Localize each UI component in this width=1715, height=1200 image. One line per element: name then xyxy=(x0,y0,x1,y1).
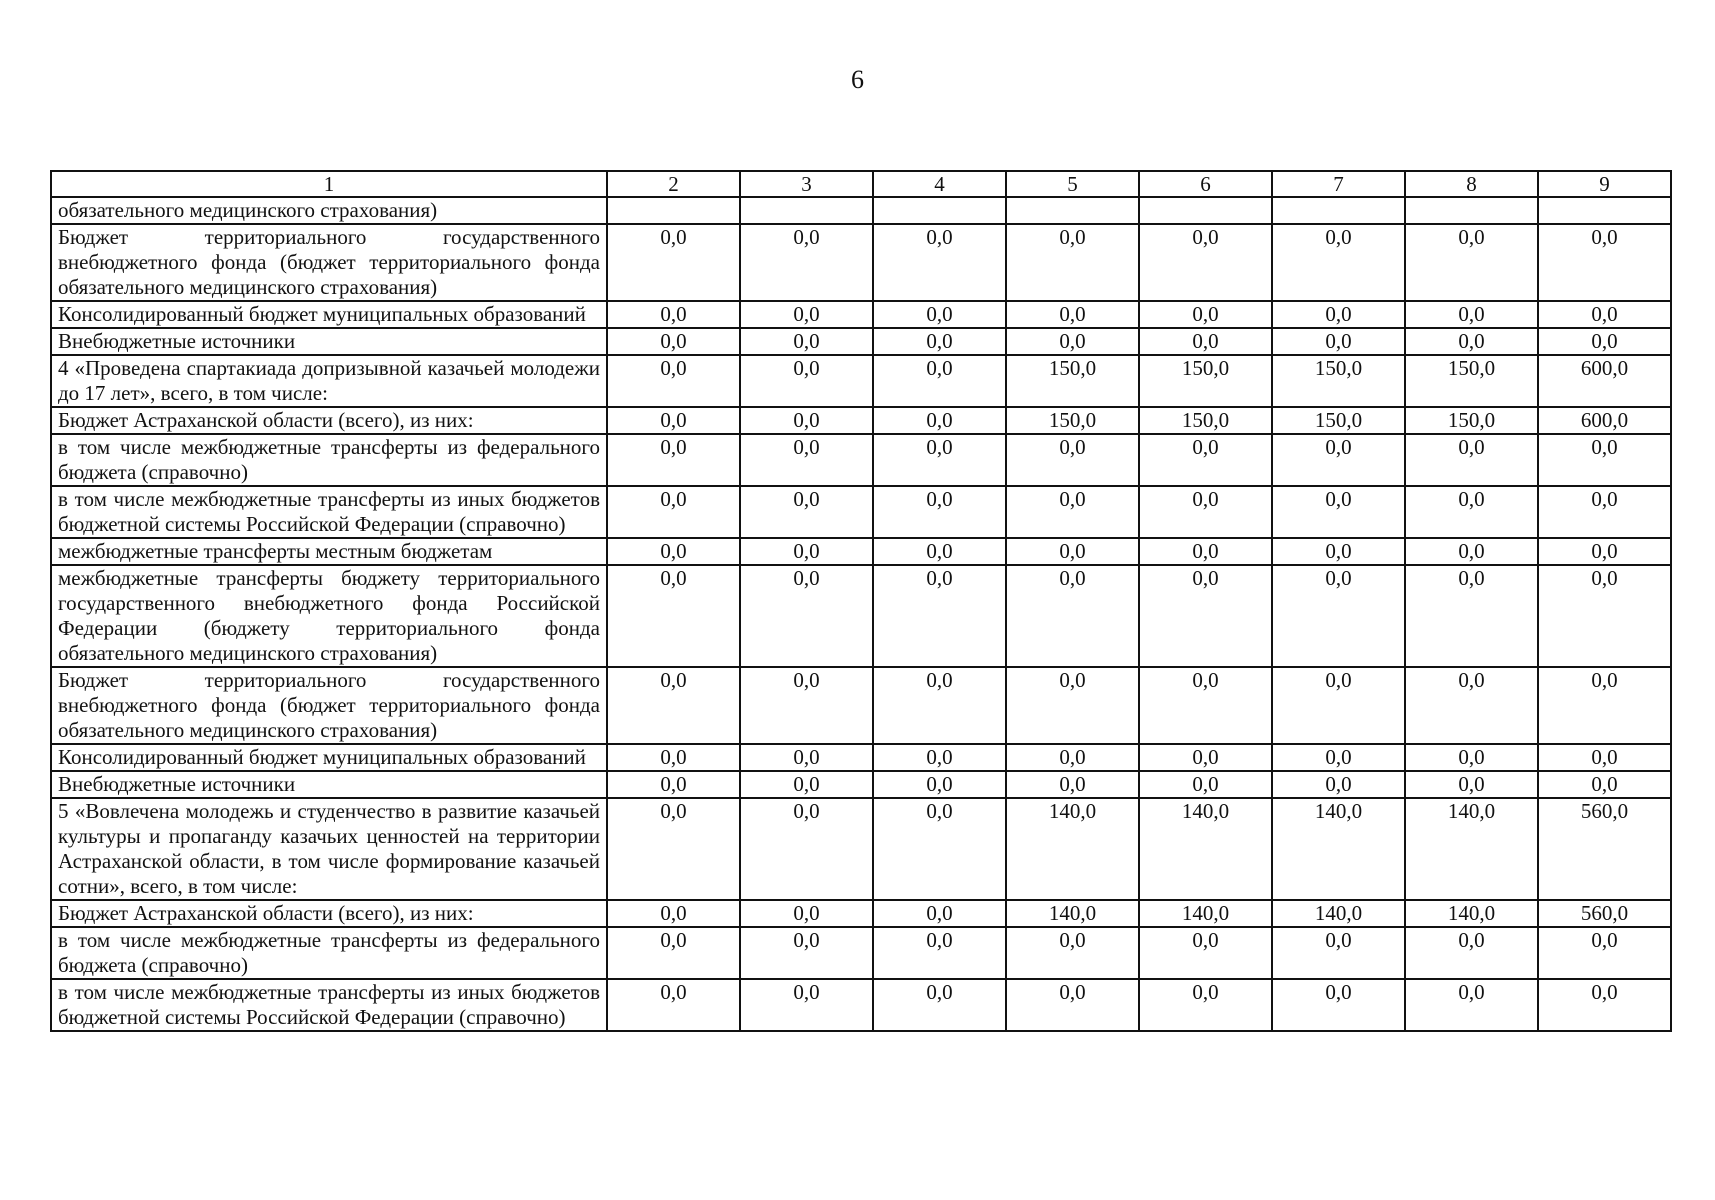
value-cell: 140,0 xyxy=(1139,900,1272,927)
value-cell: 150,0 xyxy=(1006,407,1139,434)
row-label: Бюджет Астраханской области (всего), из них: xyxy=(51,900,607,927)
row-label: Консолидированный бюджет муниципальных образований xyxy=(51,301,607,328)
table-row xyxy=(51,407,1671,434)
row-label: в том числе межбюджетные трансферты из иных бюджетов бюджетной системы Российской Федерации (справочно) xyxy=(51,979,607,1031)
value-cell: 600,0 xyxy=(1538,407,1671,434)
value-cell: 0,0 xyxy=(873,434,1006,486)
page-number: 6 xyxy=(851,65,864,94)
column-number: 7 xyxy=(1272,171,1405,197)
value-cell: 0,0 xyxy=(607,301,740,328)
value-cell: 0,0 xyxy=(1405,224,1538,301)
table-row xyxy=(51,434,1671,486)
table-row xyxy=(51,301,1671,328)
value-cell: 0,0 xyxy=(1405,979,1538,1031)
column-number-row xyxy=(51,171,1671,197)
value-cell: 0,0 xyxy=(1139,979,1272,1031)
value-cell: 0,0 xyxy=(1405,744,1538,771)
table-row xyxy=(51,565,1671,667)
value-cell: 0,0 xyxy=(740,486,873,538)
value-cell: 0,0 xyxy=(1272,328,1405,355)
row-label: Внебюджетные источники xyxy=(51,771,607,798)
value-cell: 0,0 xyxy=(607,798,740,900)
value-cell: 0,0 xyxy=(1405,301,1538,328)
value-cell: 0,0 xyxy=(740,224,873,301)
value-cell: 0,0 xyxy=(1405,667,1538,744)
value-cell: 0,0 xyxy=(873,301,1006,328)
value-cell: 0,0 xyxy=(1405,927,1538,979)
value-cell: 0,0 xyxy=(1139,224,1272,301)
row-label: Бюджет территориального государственного внебюджетного фонда (бюджет территориального фонда обязательного медицинского страхования) xyxy=(51,224,607,301)
value-cell: 0,0 xyxy=(740,771,873,798)
table-row xyxy=(51,979,1671,1031)
value-cell xyxy=(1538,197,1671,224)
value-cell: 0,0 xyxy=(1538,979,1671,1031)
column-number: 6 xyxy=(1139,171,1272,197)
value-cell: 560,0 xyxy=(1538,900,1671,927)
value-cell: 0,0 xyxy=(1272,224,1405,301)
value-cell: 0,0 xyxy=(740,798,873,900)
value-cell: 0,0 xyxy=(1139,927,1272,979)
value-cell: 0,0 xyxy=(607,744,740,771)
table-row xyxy=(51,798,1671,900)
table-row xyxy=(51,355,1671,407)
value-cell: 0,0 xyxy=(1139,667,1272,744)
value-cell: 0,0 xyxy=(1006,224,1139,301)
value-cell: 0,0 xyxy=(873,355,1006,407)
value-cell xyxy=(1139,197,1272,224)
value-cell: 0,0 xyxy=(607,407,740,434)
row-label: межбюджетные трансферты местным бюджетам xyxy=(51,538,607,565)
value-cell: 0,0 xyxy=(873,667,1006,744)
value-cell xyxy=(873,197,1006,224)
value-cell: 0,0 xyxy=(1405,538,1538,565)
value-cell: 0,0 xyxy=(873,927,1006,979)
value-cell: 0,0 xyxy=(873,407,1006,434)
table-row xyxy=(51,197,1671,224)
value-cell: 0,0 xyxy=(1139,565,1272,667)
value-cell: 0,0 xyxy=(740,900,873,927)
value-cell: 0,0 xyxy=(1405,771,1538,798)
column-number: 2 xyxy=(607,171,740,197)
value-cell: 0,0 xyxy=(1272,927,1405,979)
value-cell: 0,0 xyxy=(873,771,1006,798)
value-cell: 0,0 xyxy=(607,434,740,486)
row-label: в том числе межбюджетные трансферты из федерального бюджета (справочно) xyxy=(51,927,607,979)
row-label: Бюджет Астраханской области (всего), из них: xyxy=(51,407,607,434)
value-cell: 0,0 xyxy=(1006,434,1139,486)
value-cell xyxy=(740,197,873,224)
value-cell xyxy=(1006,197,1139,224)
value-cell: 140,0 xyxy=(1006,900,1139,927)
value-cell: 0,0 xyxy=(607,771,740,798)
table-row xyxy=(51,744,1671,771)
value-cell: 0,0 xyxy=(1006,565,1139,667)
value-cell: 0,0 xyxy=(1538,538,1671,565)
value-cell: 150,0 xyxy=(1272,355,1405,407)
value-cell: 0,0 xyxy=(740,565,873,667)
value-cell: 0,0 xyxy=(1538,434,1671,486)
table-row xyxy=(51,224,1671,301)
value-cell xyxy=(1272,197,1405,224)
value-cell: 0,0 xyxy=(1272,667,1405,744)
value-cell: 0,0 xyxy=(873,565,1006,667)
value-cell: 0,0 xyxy=(740,979,873,1031)
value-cell: 150,0 xyxy=(1139,407,1272,434)
budget-table xyxy=(50,170,1672,1032)
table-row xyxy=(51,771,1671,798)
column-number: 1 xyxy=(51,171,607,197)
value-cell: 0,0 xyxy=(1272,486,1405,538)
value-cell: 0,0 xyxy=(607,979,740,1031)
value-cell: 0,0 xyxy=(607,328,740,355)
row-label: 5 «Вовлечена молодежь и студенчество в развитие казачьей культуры и пропаганду казачьих ценностей на территории Астраханской области, в том числе формирование казачьей сотни», всего, в том числе: xyxy=(51,798,607,900)
value-cell: 140,0 xyxy=(1006,798,1139,900)
value-cell xyxy=(1405,197,1538,224)
value-cell: 0,0 xyxy=(873,979,1006,1031)
value-cell: 0,0 xyxy=(1006,328,1139,355)
value-cell: 0,0 xyxy=(873,744,1006,771)
value-cell: 560,0 xyxy=(1538,798,1671,900)
value-cell xyxy=(607,197,740,224)
table-row xyxy=(51,486,1671,538)
value-cell: 0,0 xyxy=(607,565,740,667)
value-cell: 0,0 xyxy=(1538,301,1671,328)
value-cell: 0,0 xyxy=(740,328,873,355)
row-label: в том числе межбюджетные трансферты из федерального бюджета (справочно) xyxy=(51,434,607,486)
value-cell: 140,0 xyxy=(1139,798,1272,900)
value-cell: 0,0 xyxy=(1006,744,1139,771)
value-cell: 140,0 xyxy=(1272,900,1405,927)
value-cell: 140,0 xyxy=(1272,798,1405,900)
value-cell: 0,0 xyxy=(740,407,873,434)
value-cell: 0,0 xyxy=(607,224,740,301)
value-cell: 0,0 xyxy=(1405,565,1538,667)
value-cell: 0,0 xyxy=(607,355,740,407)
value-cell: 0,0 xyxy=(1538,224,1671,301)
table-row xyxy=(51,538,1671,565)
column-number: 5 xyxy=(1006,171,1139,197)
column-number: 4 xyxy=(873,171,1006,197)
value-cell: 0,0 xyxy=(740,538,873,565)
value-cell: 0,0 xyxy=(607,900,740,927)
value-cell: 0,0 xyxy=(607,486,740,538)
table-row xyxy=(51,900,1671,927)
value-cell: 0,0 xyxy=(1139,328,1272,355)
column-number: 9 xyxy=(1538,171,1671,197)
value-cell: 0,0 xyxy=(1538,927,1671,979)
value-cell: 0,0 xyxy=(1272,538,1405,565)
value-cell: 0,0 xyxy=(607,538,740,565)
value-cell: 0,0 xyxy=(1139,434,1272,486)
value-cell: 0,0 xyxy=(740,744,873,771)
value-cell: 0,0 xyxy=(1538,565,1671,667)
value-cell: 150,0 xyxy=(1139,355,1272,407)
value-cell: 0,0 xyxy=(1006,927,1139,979)
value-cell: 0,0 xyxy=(1405,434,1538,486)
value-cell: 0,0 xyxy=(1538,744,1671,771)
value-cell: 0,0 xyxy=(1272,565,1405,667)
value-cell: 0,0 xyxy=(1139,538,1272,565)
value-cell: 0,0 xyxy=(1006,771,1139,798)
value-cell: 150,0 xyxy=(1272,407,1405,434)
value-cell: 0,0 xyxy=(1139,486,1272,538)
value-cell: 0,0 xyxy=(1272,744,1405,771)
value-cell: 0,0 xyxy=(740,667,873,744)
value-cell: 140,0 xyxy=(1405,798,1538,900)
value-cell: 0,0 xyxy=(1538,328,1671,355)
value-cell: 0,0 xyxy=(1538,486,1671,538)
value-cell: 0,0 xyxy=(873,486,1006,538)
value-cell: 0,0 xyxy=(1538,771,1671,798)
value-cell: 0,0 xyxy=(607,927,740,979)
value-cell: 0,0 xyxy=(1006,486,1139,538)
value-cell: 0,0 xyxy=(607,667,740,744)
value-cell: 0,0 xyxy=(1272,771,1405,798)
row-label: 4 «Проведена спартакиада допризывной казачьей молодежи до 17 лет», всего, в том числе: xyxy=(51,355,607,407)
value-cell: 0,0 xyxy=(873,224,1006,301)
value-cell: 0,0 xyxy=(1538,667,1671,744)
value-cell: 0,0 xyxy=(1272,434,1405,486)
table-row xyxy=(51,667,1671,744)
value-cell: 140,0 xyxy=(1405,900,1538,927)
value-cell: 0,0 xyxy=(1006,979,1139,1031)
column-number: 3 xyxy=(740,171,873,197)
value-cell: 150,0 xyxy=(1405,407,1538,434)
value-cell: 0,0 xyxy=(740,355,873,407)
value-cell: 0,0 xyxy=(740,927,873,979)
value-cell: 0,0 xyxy=(740,301,873,328)
value-cell: 150,0 xyxy=(1405,355,1538,407)
value-cell: 0,0 xyxy=(1139,771,1272,798)
value-cell: 0,0 xyxy=(1006,667,1139,744)
value-cell: 0,0 xyxy=(1405,328,1538,355)
column-number: 8 xyxy=(1405,171,1538,197)
value-cell: 0,0 xyxy=(873,900,1006,927)
row-label: Бюджет территориального государственного внебюджетного фонда (бюджет территориального фонда обязательного медицинского страхования) xyxy=(51,667,607,744)
table-row xyxy=(51,927,1671,979)
value-cell: 0,0 xyxy=(873,538,1006,565)
value-cell: 0,0 xyxy=(873,328,1006,355)
value-cell: 0,0 xyxy=(1272,979,1405,1031)
value-cell: 0,0 xyxy=(1006,301,1139,328)
row-label: Консолидированный бюджет муниципальных образований xyxy=(51,744,607,771)
table-row xyxy=(51,328,1671,355)
value-cell: 150,0 xyxy=(1006,355,1139,407)
value-cell: 0,0 xyxy=(873,798,1006,900)
row-label: межбюджетные трансферты бюджету территориального государственного внебюджетного фонда Российской Федерации (бюджету территориального фонда обязательного медицинского страхования) xyxy=(51,565,607,667)
value-cell: 0,0 xyxy=(1139,301,1272,328)
value-cell: 0,0 xyxy=(1139,744,1272,771)
row-label: в том числе межбюджетные трансферты из иных бюджетов бюджетной системы Российской Федерации (справочно) xyxy=(51,486,607,538)
row-label: Внебюджетные источники xyxy=(51,328,607,355)
value-cell: 0,0 xyxy=(1405,486,1538,538)
row-label: обязательного медицинского страхования) xyxy=(51,197,607,224)
value-cell: 0,0 xyxy=(1006,538,1139,565)
value-cell: 600,0 xyxy=(1538,355,1671,407)
value-cell: 0,0 xyxy=(1272,301,1405,328)
value-cell: 0,0 xyxy=(740,434,873,486)
